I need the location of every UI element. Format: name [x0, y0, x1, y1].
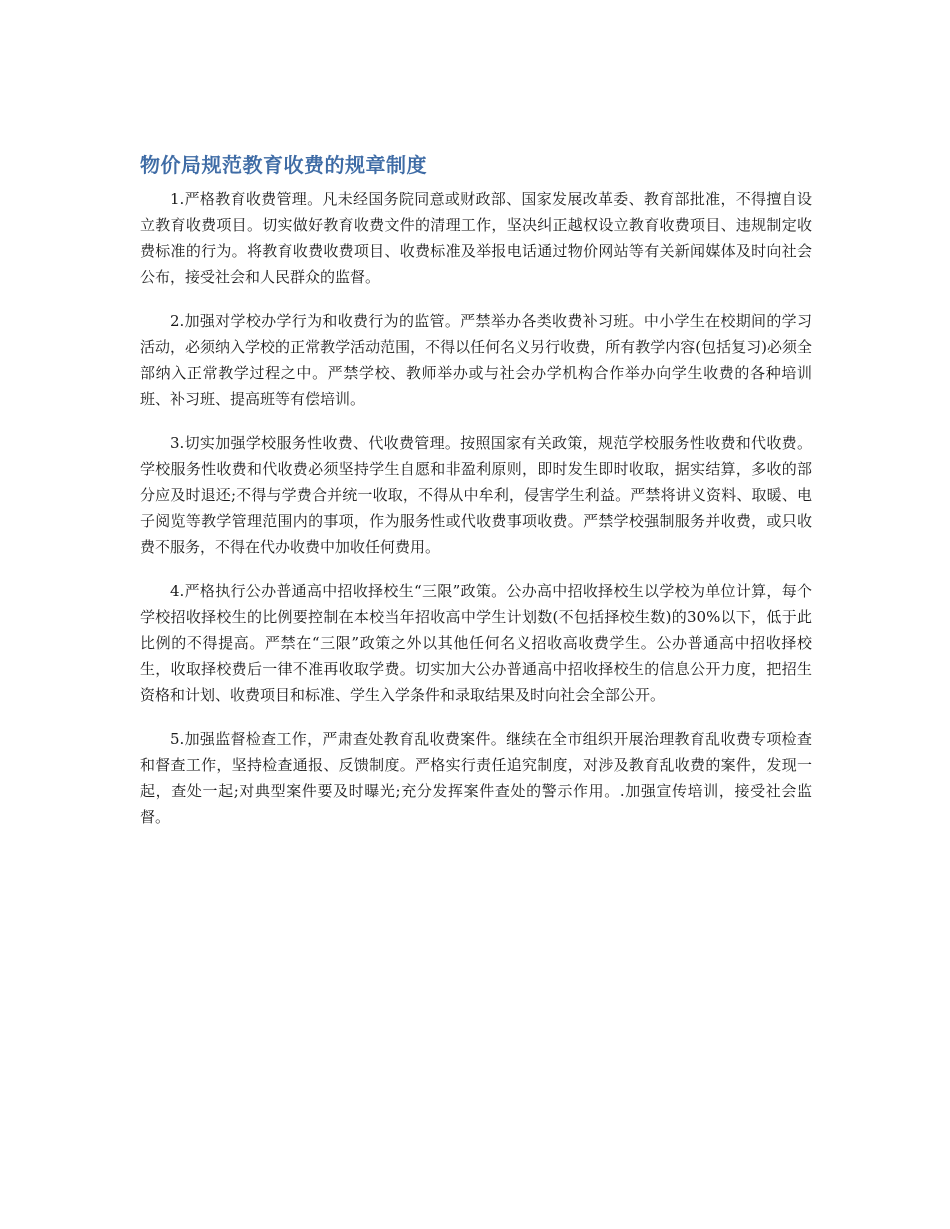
document-page: [140, 150, 812, 848]
document-title: 物价局规范教育收费的规章制度: [140, 153, 427, 177]
paragraph-2: 2.加强对学校办学行为和收费行为的监管。严禁举办各类收费补习班。中小学生在校期间的学习活动，必须纳入学校的正常教学活动范围，不得以任何名义另行收费，所有教学内容(包括复习)必须全部纳入正常教学过程之中。严禁学校、教师举办或与社会办学机构合作举办向学生收费的各种培训班、补习班、提高班等有偿培训。: [140, 312, 812, 408]
paragraph-4: 4.严格执行公办普通高中招收择校生“三限”政策。公办高中招收择校生以学校为单位计算，每个学校招收择校生的比例要控制在本校当年招收高中学生计划数(不包括择校生数)的30%以下，低于此比例的不得提高。严禁在“三限”政策之外以其他任何名义招收高收费学生。公办普通高中招收择校生，收取择校费后一律不准再收取学费。切实加大公办普通高中招收择校生的信息公开力度，把招生资格和计划、收费项目和标准、学生入学条件和录取结果及时向社会全部公开。: [140, 582, 812, 704]
paragraph-1: 1.严格教育收费管理。凡未经国务院同意或财政部、国家发展改革委、教育部批准，不得擅自设立教育收费项目。切实做好教育收费文件的清理工作，坚决纠正越权设立教育收费项目、违规制定收费标准的行为。将教育收费收费项目、收费标准及举报电话通过物价网站等有关新闻媒体及时向社会公布，接受社会和人民群众的监督。: [140, 190, 812, 286]
paragraph-3: 3.切实加强学校服务性收费、代收费管理。按照国家有关政策，规范学校服务性收费和代收费。学校服务性收费和代收费必须坚持学生自愿和非盈利原则，即时发生即时收取，据实结算，多收的部分应及时退还;不得与学费合并统一收取，不得从中牟利，侵害学生利益。严禁将讲义资料、取暖、电子阅览等教学管理范围内的事项，作为服务性或代收费事项收费。严禁学校强制服务并收费，或只收费不服务，不得在代办收费中加收任何费用。: [140, 434, 812, 556]
paragraph-5: 5.加强监督检查工作，严肃查处教育乱收费案件。继续在全市组织开展治理教育乱收费专项检查和督查工作，坚持检查通报、反馈制度。严格实行责任追究制度，对涉及教育乱收费的案件，发现一起，查处一起;对典型案件要及时曝光;充分发挥案件查处的警示作用。.加强宣传培训，接受社会监督。: [140, 730, 812, 826]
